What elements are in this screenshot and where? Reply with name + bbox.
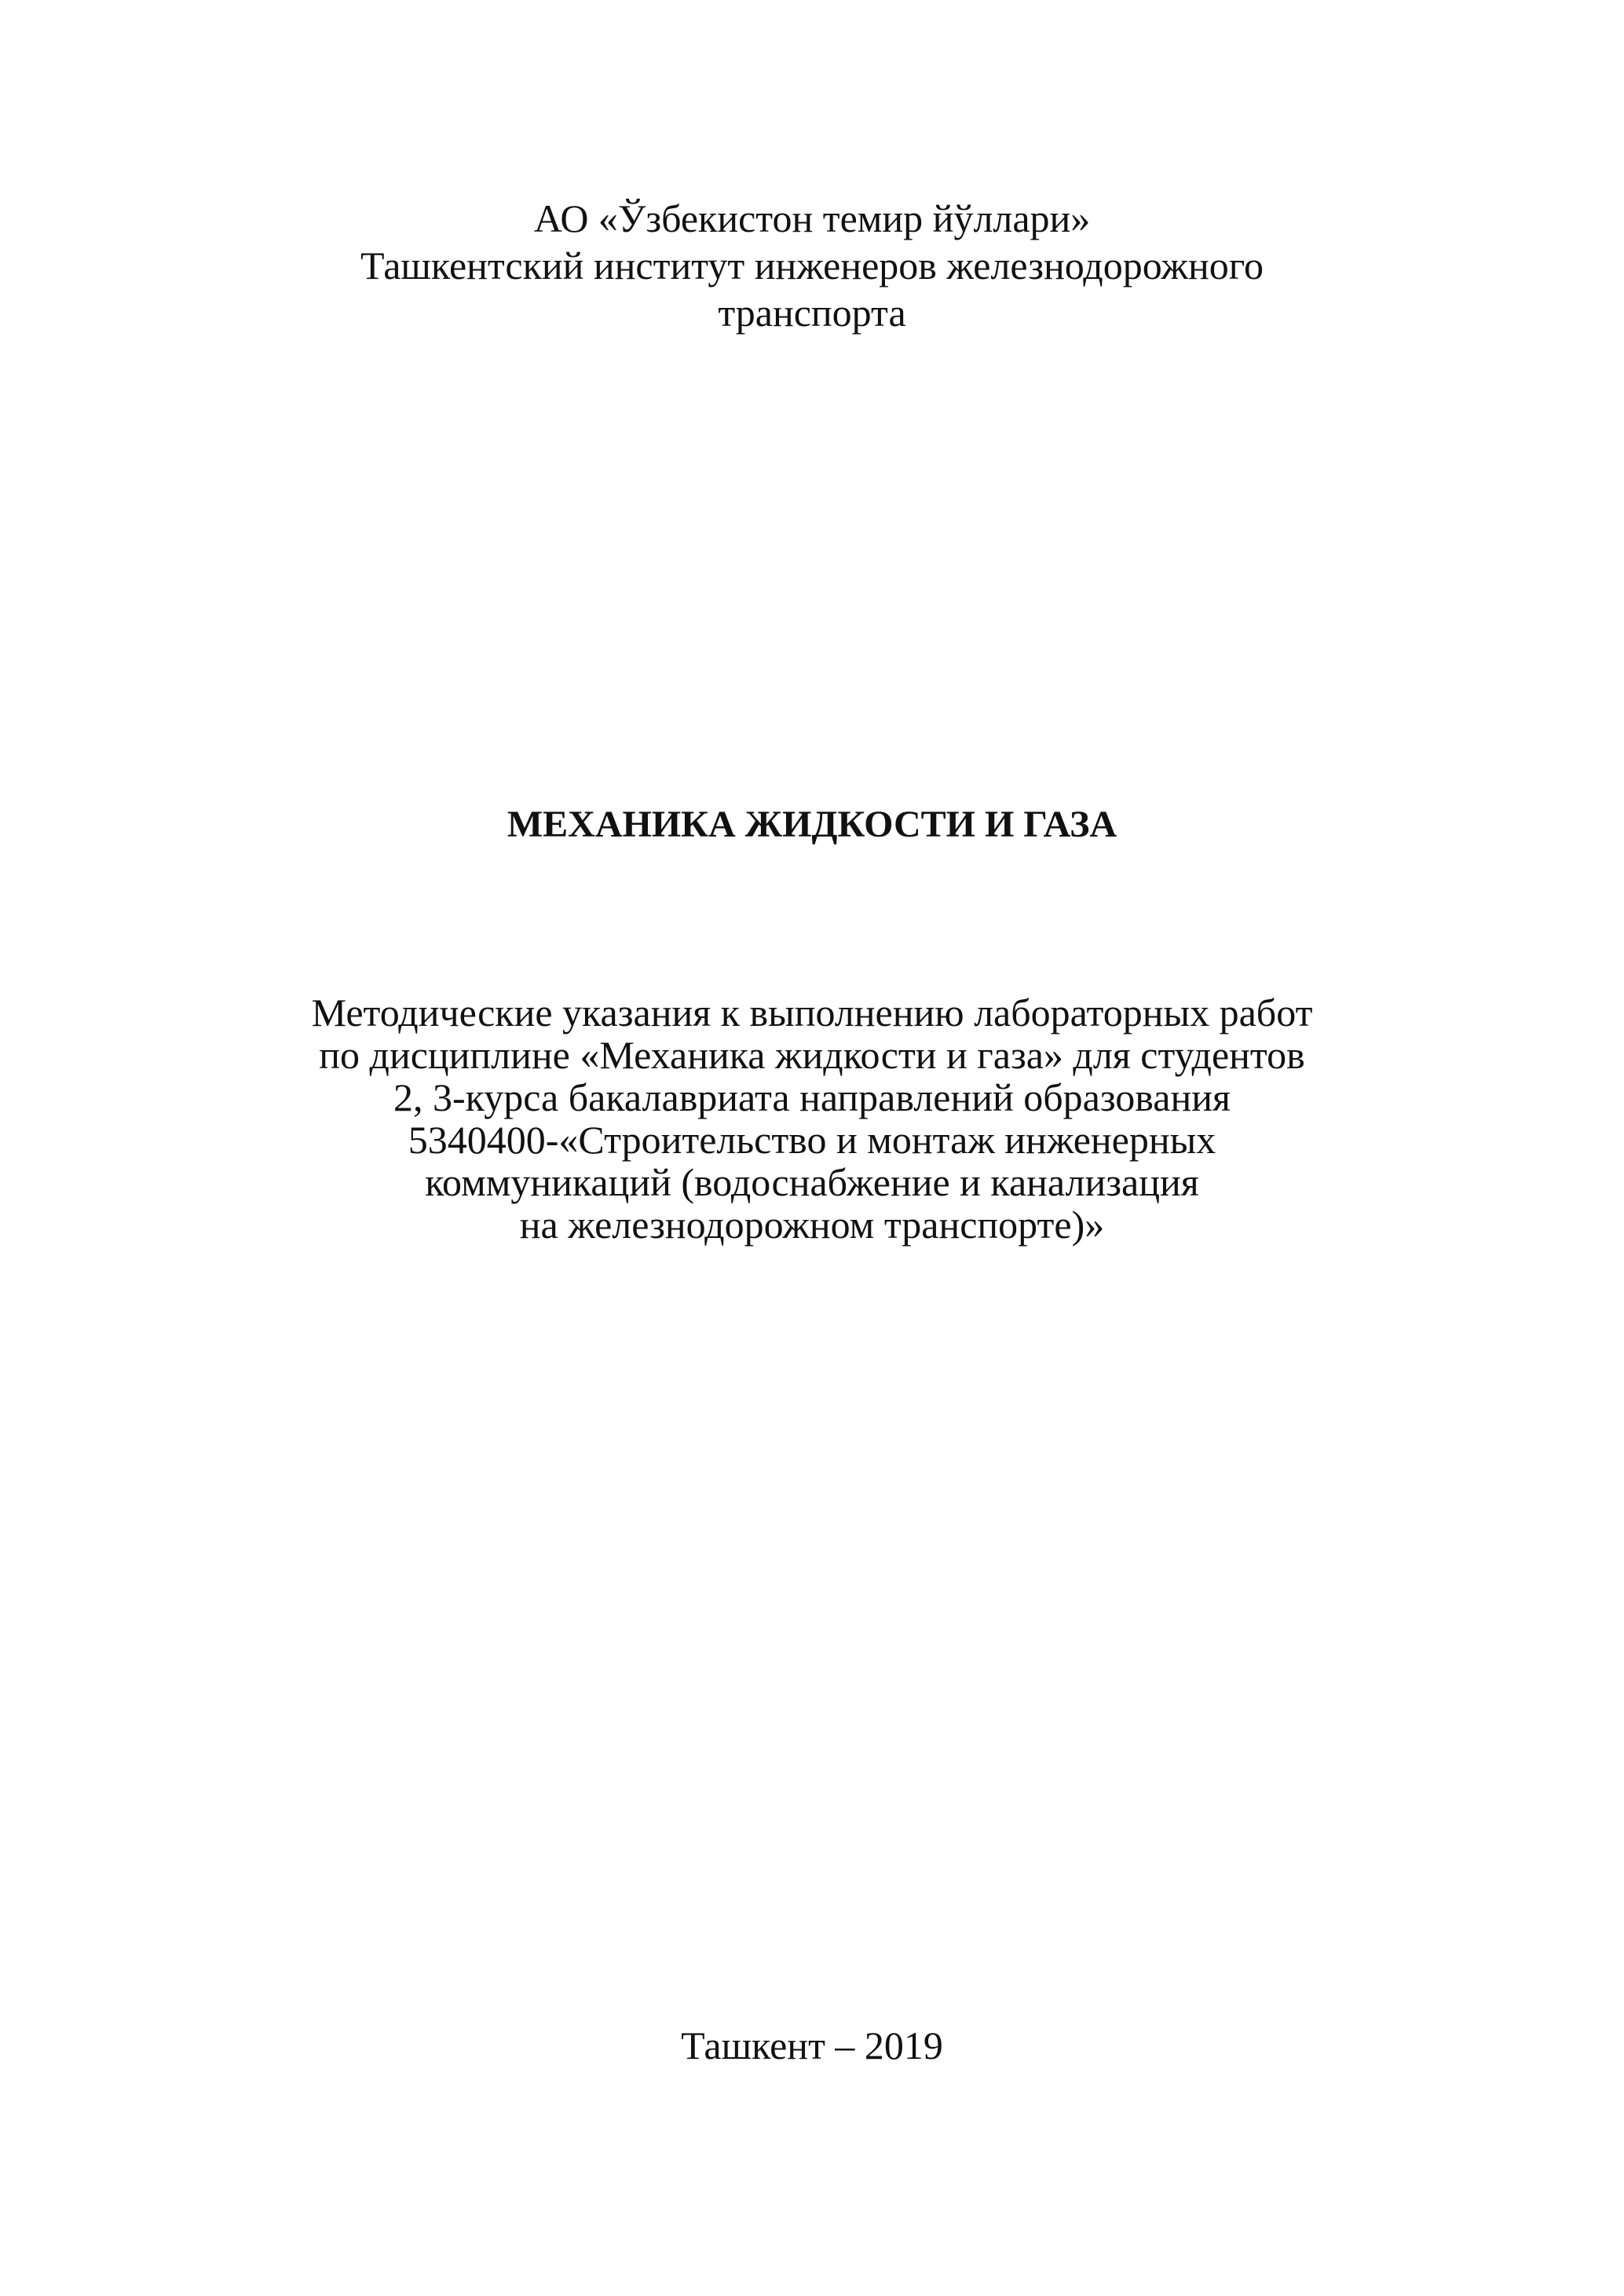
description-line-6: на железнодорожном транспорте)» [519, 1203, 1105, 1247]
institute-name-line-2: транспорта [718, 291, 906, 335]
document-description [0, 991, 1624, 1246]
description-line-5: коммуникаций (водоснабжение и канализация [425, 1160, 1199, 1204]
description-line-2: по дисциплине «Механика жидкости и газа» для студентов [319, 1033, 1305, 1077]
description-line-3: 2, 3-курса бакалавриата направлений образования [393, 1075, 1231, 1119]
publisher-header [0, 195, 1624, 336]
description-line-1: Методические указания к выполнению лабораторных работ [311, 991, 1313, 1034]
title-text: МЕХАНИКА ЖИДКОСТИ И ГАЗА [507, 804, 1117, 845]
institute-name-line-1: Ташкентский институт инженеров железнодорожного [360, 244, 1264, 287]
document-title [0, 801, 1624, 848]
description-line-4: 5340400-«Строительство и монтаж инженерных [408, 1118, 1216, 1162]
place-year-footer [0, 2022, 1624, 2069]
organization-name: АО «Ўзбекистон темир йўллари» [533, 196, 1091, 240]
place-year-text: Ташкент – 2019 [681, 2023, 943, 2067]
